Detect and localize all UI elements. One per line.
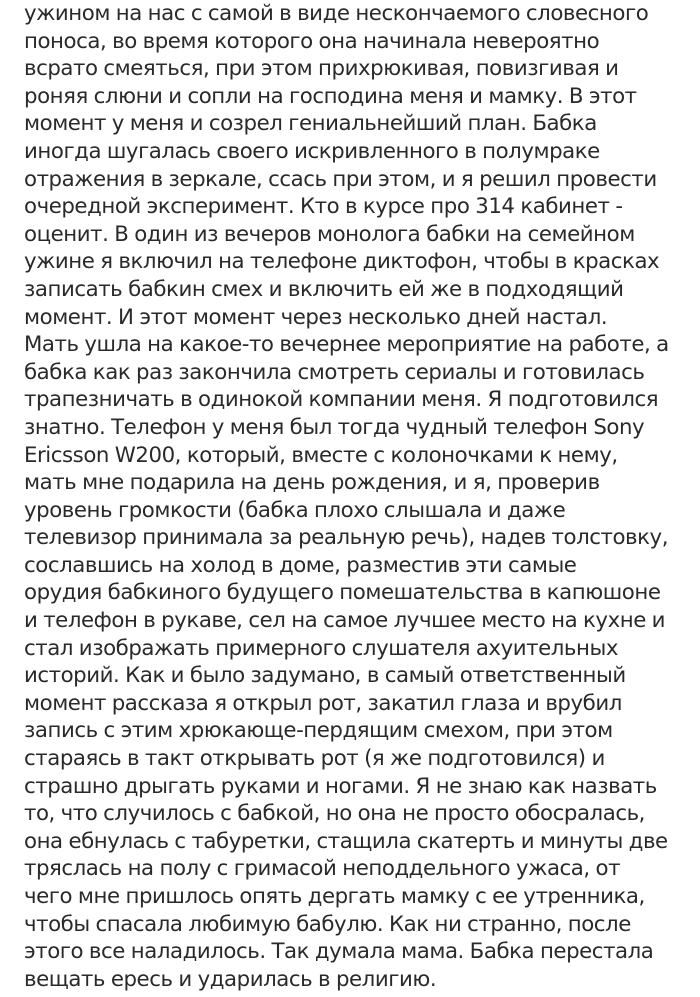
text-line: запись с этим хрюкающе-пердящим смехом, при этом [24,718,613,744]
text-line: историй. Как и было задумано, в самый ответственный [24,663,626,689]
text-line: записать бабкин смех и включить ей же в подходящий [24,276,624,302]
text-line: трапезничать в одинокой компании меня. Я подготовился [24,387,659,413]
text-line: момент у меня и созрел гениальнейший план. Бабка [24,111,597,137]
text-line: страшно дрыгать руками и ногами. Я не знаю как назвать [24,773,657,799]
text-line: Ericsson W200, который, вместе с колоночками к нему, [24,442,618,468]
text-line: ужине я включил на телефоне диктофон, чтобы в красках [24,249,660,275]
text-line: отражения в зеркале, ссась при этом, и я решил провести [24,166,657,192]
text-line: очередной эксперимент. Кто в курсе про 314 кабинет - [24,194,623,220]
text-line: стал изображать примерного слушателя ахуительных [24,635,618,661]
text-line: этого все наладилось. Так думала мама. Бабка перестала [24,939,654,965]
text-line: чего мне пришлось опять дергать мамку с ее утренника, [24,884,645,909]
text-line: уровень громкости (бабка плохо слышала и даже [24,497,566,523]
story-text [24,0,700,993]
text-line: ужином на нас с самой в виде нескончаемого словесного [24,1,649,26]
text-line: момент. И этот момент через несколько дней настал. [24,304,608,330]
text-line: тряслась на полу с гримасой неподдельного ужаса, от [24,856,621,882]
text-line: и телефон в рукаве, сел на самое лучшее место на кухне и [24,608,666,634]
text-line: всрато смеяться, при этом прихрюкивая, повизгивая и [24,56,619,82]
text-line: роняя слюни и сопли на господина меня и мамку. В этот [24,83,637,109]
text-line: Мать ушла на какое-то вечернее мероприятие на работе, а [24,332,669,358]
text-line: сославшись на холод в доме, разместив эти самые [24,552,577,578]
text-line: орудия бабкиного будущего помешательства в капюшоне [24,580,661,606]
text-line: момент рассказа я открыл рот, закатил глаза и врубил [24,690,622,716]
text-line: стараясь в такт открывать рот (я же подготовился) и [24,746,605,772]
text-line: то, что случилось с бабкой, но она не просто обосралась, [24,801,645,827]
text-line: иногда шугалась своего искривленного в полумраке [24,138,600,164]
text-line: мать мне подарила на день рождения, и я, проверив [24,470,600,496]
text-line: бабка как раз закончила смотреть сериалы и готовилась [24,359,645,385]
text-line: вещать ересь и ударилась в религию. [24,966,437,992]
text-line: поноса, во время которого она начинала невероятно [24,28,600,54]
text-line: она ебнулась с табуретки, стащила скатерть и минуты две [24,828,668,854]
text-line: чтобы спасала любимую бабулю. Как ни странно, после [24,911,631,937]
text-line: оценит. В один из вечеров монолога бабки на семейном [24,221,635,247]
text-line: телевизор принимала за реальную речь), надев толстовку, [24,525,669,551]
text-line: знатно. Телефон у меня был тогда чудный телефон Sony [24,414,645,440]
